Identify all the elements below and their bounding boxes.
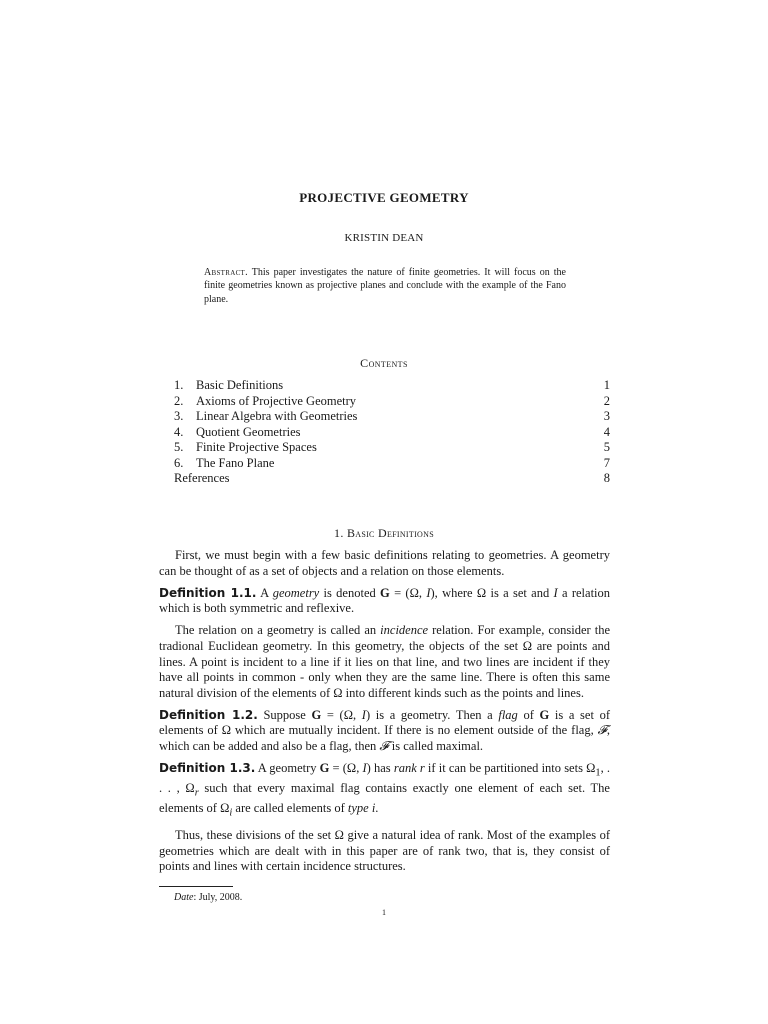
toc-entry-page: 3 (603, 409, 610, 423)
math-variable: I (553, 585, 558, 600)
subscript: i (229, 807, 233, 819)
toc-entry (174, 425, 610, 441)
toc-entry-label: References (174, 471, 230, 485)
abstract-label: Abstract. (204, 267, 248, 278)
page-number: 1 (382, 908, 386, 917)
toc-entry (174, 456, 610, 472)
rank-paragraph: Thus, these divisions of the set Ω give a natural idea of rank. Most of the examples of geometries which are dealt with in this paper are of rank two, that is, they consist of points and lines with certain incidence structures. (159, 827, 610, 874)
math-variable: I (362, 761, 367, 776)
text-span: a relation which is both symmetric and reflexive. (159, 585, 611, 616)
toc-entry-page: 5 (603, 440, 610, 454)
toc-entry-number: 3. (174, 409, 184, 423)
intro-paragraph: First, we must begin with a few basic definitions relating to geometries. A geometry can be thought of as a set of objects and a relation on those elements. (159, 548, 610, 578)
math-symbol: G (319, 761, 330, 776)
toc-entry-page: 1 (603, 378, 610, 392)
text-span: relation. For example, consider the tradional Euclidean geometry. In this geometry, the objects of the set Ω are points and lines. A point is incident to a line if it lies on that line, and two lines are incident if they have all points in common - only when they are the same line. There is often this same natural division of the elements of Ω into different kinds such as the points and lines. (159, 623, 611, 700)
text-span: of (517, 707, 540, 722)
text-span: = (Ω, (321, 707, 362, 722)
math-symbol: G (380, 585, 390, 600)
text-span: The relation on a geometry is called an (175, 623, 381, 638)
text-span: ) is a geometry. Then a (365, 707, 499, 722)
text-span: Suppose (257, 707, 312, 722)
footnote-rule (159, 886, 233, 887)
definition-1-3 (159, 761, 610, 821)
section-title: Basic Definitions (346, 526, 434, 540)
text-span: , . . . , Ω (159, 761, 611, 796)
math-symbol: G (539, 707, 550, 722)
definition-heading: Definition 1.2. (159, 707, 258, 722)
paper-author: KRISTIN DEAN (344, 232, 424, 244)
defined-term: flag (498, 707, 518, 722)
math-variable: I (361, 707, 366, 722)
toc-entry-number: 1. (174, 378, 184, 392)
text-span: A (256, 585, 273, 600)
toc-entry (174, 409, 610, 425)
toc-entry (174, 378, 610, 394)
text-span: if it can be partitioned into sets Ω (424, 761, 596, 776)
toc-entry-number: 5. (174, 440, 184, 454)
toc-entry-label: Finite Projective Spaces (196, 440, 317, 454)
toc-entry-label: Quotient Geometries (196, 424, 301, 439)
math-variable: I (426, 585, 431, 600)
subscript: 1 (595, 767, 601, 779)
toc-entry-page: 2 (603, 393, 610, 408)
text-span: is called maximal. (388, 739, 484, 754)
body-text (159, 548, 610, 881)
text-span: such that every maximal flag contains exactly one element of each set. The elements of Ω (159, 781, 610, 816)
definition-heading: Definition 1.1. (159, 585, 257, 600)
definition-1-1 (159, 586, 610, 617)
defined-term: rank r (393, 761, 425, 776)
toc-entry-label: Axioms of Projective Geometry (196, 393, 357, 408)
table-of-contents (174, 378, 610, 487)
defined-term: incidence (380, 623, 429, 638)
toc-entry-number: 4. (174, 424, 184, 439)
toc-entry-page: 8 (603, 471, 610, 485)
paper-title: PROJECTIVE GEOMETRY (299, 190, 469, 205)
toc-entry (174, 440, 610, 456)
text-span: are called elements of (232, 801, 348, 816)
defined-term: type i (347, 801, 376, 816)
toc-entry (174, 394, 610, 410)
toc-entry-label: Basic Definitions (196, 378, 284, 392)
text-span: A geometry (255, 761, 320, 776)
toc-entry-number: 2. (174, 393, 184, 408)
section-heading (0, 526, 768, 541)
math-symbol: G (311, 707, 322, 722)
toc-entry-page: 7 (603, 455, 610, 470)
footnote-text: : July, 2008. (193, 892, 243, 903)
text-span: ), where Ω is a set and (430, 585, 554, 600)
text-span: ) has (366, 761, 394, 776)
text-span: is denoted (319, 585, 381, 600)
definition-1-2 (159, 708, 610, 755)
math-variable: 𝓕 (379, 739, 389, 754)
toc-entry-label: Linear Algebra with Geometries (196, 409, 358, 423)
math-variable: 𝓕 (597, 723, 607, 738)
text-span: is a set of elements of Ω which are mutually incident. If there is no element outside of the flag, (159, 707, 610, 738)
incidence-paragraph (159, 623, 610, 701)
subscript: r (194, 787, 199, 799)
footnote (174, 892, 242, 903)
toc-entry-references (174, 471, 610, 487)
toc-entry-number: 6. (174, 455, 184, 470)
toc-entry-page: 4 (603, 424, 610, 439)
section-number: 1. (334, 526, 344, 540)
text-span: = (Ω, (389, 585, 427, 600)
defined-term: geometry (272, 585, 320, 600)
toc-entry-label: The Fano Plane (196, 455, 275, 470)
abstract-text: This paper investigates the nature of finite geometries. It will focus on the finite geometries known as projective planes and conclude with the example of the Fano plane. (204, 267, 566, 305)
text-span: , which can be added and also be a flag, then (159, 723, 610, 754)
abstract (204, 266, 566, 306)
contents-heading: Contents (360, 356, 408, 370)
definition-heading: Definition 1.3. (159, 761, 256, 776)
text-span: = (Ω, (329, 761, 363, 776)
footnote-label: Date (174, 892, 194, 903)
text-span: . (375, 801, 379, 816)
